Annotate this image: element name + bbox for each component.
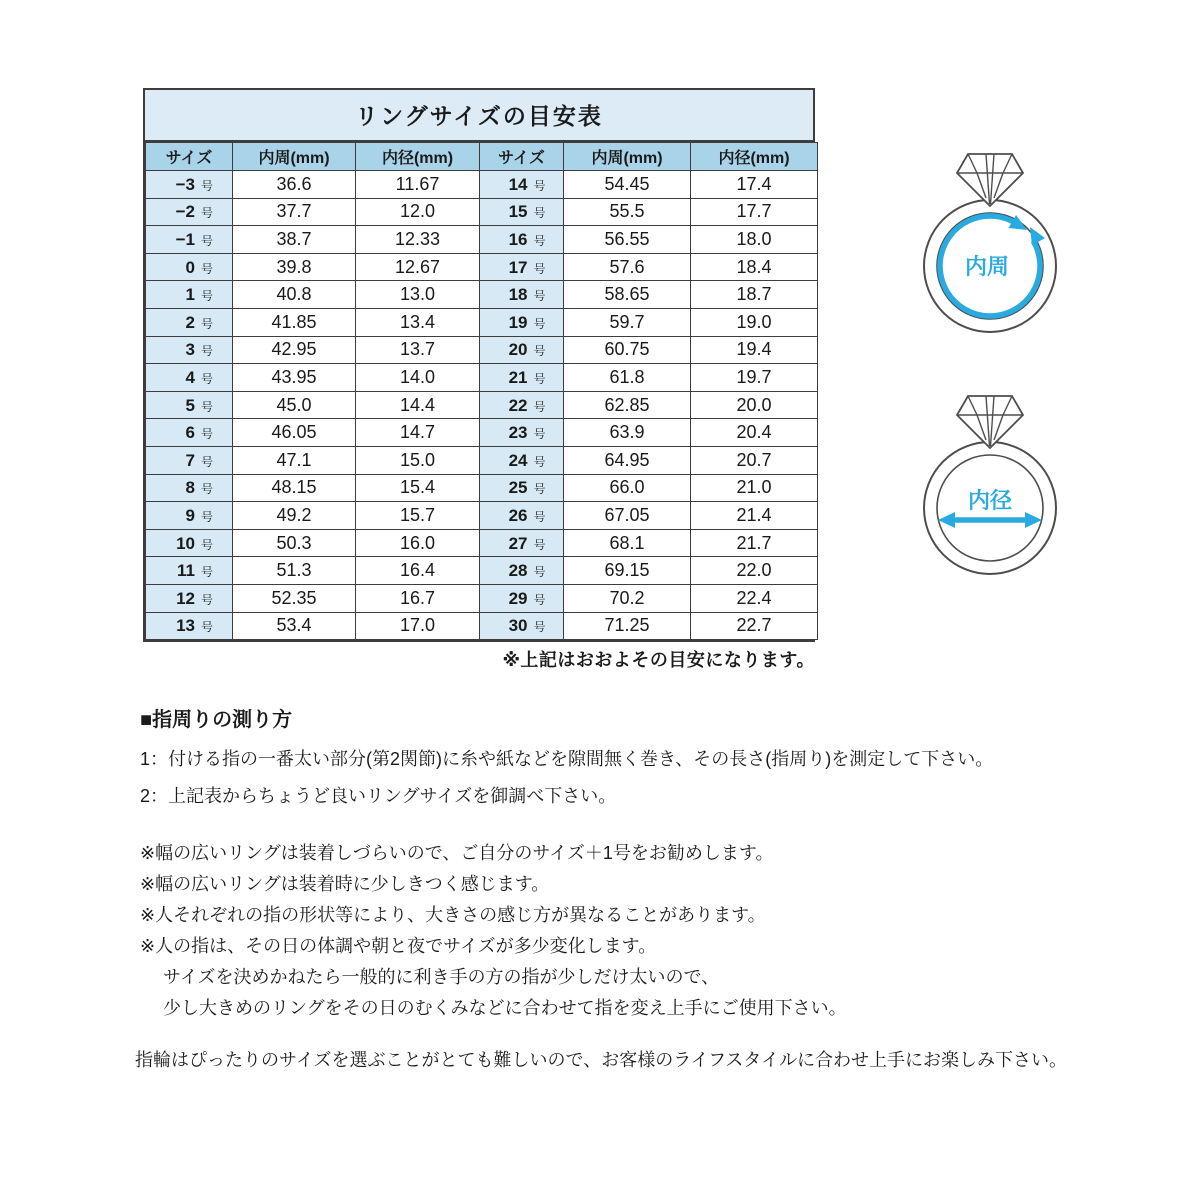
inner-diameter-value: 12.33: [356, 226, 480, 254]
size-cell: 18 号: [480, 281, 564, 309]
inner-diameter-value: 18.7: [691, 281, 818, 309]
size-cell: 28 号: [480, 557, 564, 585]
table-row: [146, 612, 818, 640]
inner-diameter-value: 19.7: [691, 364, 818, 392]
size-cell: 13 号: [146, 612, 233, 640]
table-row: [146, 171, 818, 199]
inner-diameter-value: 13.7: [356, 336, 480, 364]
inner-diameter-value: 14.7: [356, 419, 480, 447]
column-header: 内周(mm): [564, 143, 691, 171]
inner-circumference-label: 内周: [964, 254, 1010, 279]
inner-diameter-value: 14.4: [356, 391, 480, 419]
size-cell: 30 号: [480, 612, 564, 640]
table-row: [146, 391, 818, 419]
inner-circumference-value: 60.75: [564, 336, 691, 364]
table-row: [146, 336, 818, 364]
inner-diameter-value: 22.7: [691, 612, 818, 640]
note-finger-shape: ※人それぞれの指の形状等により、大きさの感じ方が異なることがあります。: [140, 905, 766, 925]
inner-diameter-value: 12.0: [356, 198, 480, 226]
table-row: [146, 446, 818, 474]
inner-circumference-value: 69.15: [564, 557, 691, 585]
note-size-changes: ※人の指は、その日の体調や朝と夜でサイズが多少変化します。: [140, 936, 657, 956]
size-cell: 4 号: [146, 364, 233, 392]
table-row: [146, 364, 818, 392]
inner-circumference-value: 46.05: [233, 419, 356, 447]
inner-circumference-value: 62.85: [564, 391, 691, 419]
inner-circumference-diagram: [915, 126, 1065, 341]
ring-size-grid: [145, 142, 818, 640]
inner-diameter-value: 16.4: [356, 557, 480, 585]
inner-circumference-value: 41.85: [233, 308, 356, 336]
size-cell: 9 号: [146, 502, 233, 530]
inner-circumference-value: 39.8: [233, 253, 356, 281]
inner-diameter-value: 14.0: [356, 364, 480, 392]
diamond-icon: [957, 154, 1023, 206]
size-cell: 1 号: [146, 281, 233, 309]
table-row: [146, 419, 818, 447]
inner-diameter-value: 15.0: [356, 446, 480, 474]
inner-diameter-value: 12.67: [356, 253, 480, 281]
inner-diameter-value: 13.0: [356, 281, 480, 309]
inner-circumference-value: 37.7: [233, 198, 356, 226]
table-row: [146, 308, 818, 336]
size-cell: 20 号: [480, 336, 564, 364]
inner-diameter-value: 16.7: [356, 584, 480, 612]
inner-diameter-value: 18.4: [691, 253, 818, 281]
note-wide-ring-tight: ※幅の広いリングは装着時に少しきつく感じます。: [140, 874, 550, 894]
size-cell: 23 号: [480, 419, 564, 447]
inner-circumference-value: 40.8: [233, 281, 356, 309]
size-cell: 26 号: [480, 502, 564, 530]
size-cell: 29 号: [480, 584, 564, 612]
size-cell: 2 号: [146, 308, 233, 336]
size-cell: 27 号: [480, 529, 564, 557]
size-cell: 25 号: [480, 474, 564, 502]
measuring-step-1: 1：付ける指の一番太い部分(第2関節)に糸や紙などを隙間無く巻き、その長さ(指周り)を測定して下さい。: [140, 749, 994, 769]
inner-diameter-value: 18.0: [691, 226, 818, 254]
column-header: サイズ: [146, 143, 233, 171]
table-row: [146, 584, 818, 612]
inner-circumference-value: 45.0: [233, 391, 356, 419]
inner-circumference-value: 68.1: [564, 529, 691, 557]
table-title: リングサイズの目安表: [145, 90, 813, 142]
inner-diameter-value: 19.0: [691, 308, 818, 336]
inner-circumference-value: 67.05: [564, 502, 691, 530]
inner-diameter-value: 21.4: [691, 502, 818, 530]
inner-circumference-value: 47.1: [233, 446, 356, 474]
size-cell: 19 号: [480, 308, 564, 336]
inner-diameter-diagram: [915, 368, 1065, 583]
inner-circumference-value: 70.2: [564, 584, 691, 612]
inner-diameter-value: 17.7: [691, 198, 818, 226]
inner-diameter-value: 20.7: [691, 446, 818, 474]
size-cell: 10 号: [146, 529, 233, 557]
table-row: [146, 474, 818, 502]
size-cell: −1 号: [146, 226, 233, 254]
table-row: [146, 529, 818, 557]
inner-diameter-value: 13.4: [356, 308, 480, 336]
inner-diameter-value: 21.0: [691, 474, 818, 502]
inner-circumference-value: 61.8: [564, 364, 691, 392]
inner-diameter-value: 19.4: [691, 336, 818, 364]
table-row: [146, 502, 818, 530]
inner-circumference-value: 48.15: [233, 474, 356, 502]
inner-circumference-value: 56.55: [564, 226, 691, 254]
size-cell: 14 号: [480, 171, 564, 199]
inner-circumference-value: 42.95: [233, 336, 356, 364]
inner-circumference-value: 36.6: [233, 171, 356, 199]
note-larger-ring: 少し大きめのリングをその日のむくみなどに合わせて指を変え上手にご使用下さい。: [163, 998, 847, 1018]
size-cell: 0 号: [146, 253, 233, 281]
inner-circumference-value: 57.6: [564, 253, 691, 281]
inner-circumference-value: 38.7: [233, 226, 356, 254]
size-cell: −3 号: [146, 171, 233, 199]
table-row: [146, 253, 818, 281]
inner-circumference-value: 49.2: [233, 502, 356, 530]
ring-size-table: [143, 88, 815, 642]
size-cell: 12 号: [146, 584, 233, 612]
inner-diameter-value: 16.0: [356, 529, 480, 557]
size-cell: 6 号: [146, 419, 233, 447]
inner-circumference-value: 50.3: [233, 529, 356, 557]
table-row: [146, 557, 818, 585]
table-footnote: ※上記はおおよその目安になります。: [502, 650, 815, 670]
size-cell: 5 号: [146, 391, 233, 419]
size-cell: 11 号: [146, 557, 233, 585]
size-cell: 15 号: [480, 198, 564, 226]
inner-circumference-value: 71.25: [564, 612, 691, 640]
size-cell: 21 号: [480, 364, 564, 392]
notes-block: [140, 844, 1160, 1017]
inner-circumference-value: 51.3: [233, 557, 356, 585]
size-cell: 7 号: [146, 446, 233, 474]
inner-circumference-value: 54.45: [564, 171, 691, 199]
inner-circumference-value: 59.7: [564, 308, 691, 336]
table-row: [146, 281, 818, 309]
inner-diameter-value: 22.4: [691, 584, 818, 612]
table-row: [146, 198, 818, 226]
size-cell: 24 号: [480, 446, 564, 474]
size-cell: 3 号: [146, 336, 233, 364]
measuring-heading: ■指周りの測り方: [140, 709, 293, 731]
diamond-icon: [957, 396, 1023, 448]
table-header-row: [146, 143, 818, 171]
closing-note: 指輪はぴったりのサイズを選ぶことがとても難しいので、お客様のライフスタイルに合わせ上手にお楽しみ下さい。: [135, 1050, 1068, 1070]
column-header: サイズ: [480, 143, 564, 171]
inner-circumference-value: 52.35: [233, 584, 356, 612]
inner-circumference-value: 66.0: [564, 474, 691, 502]
column-header: 内径(mm): [691, 143, 818, 171]
inner-diameter-value: 21.7: [691, 529, 818, 557]
size-cell: 16 号: [480, 226, 564, 254]
inner-diameter-value: 22.0: [691, 557, 818, 585]
inner-diameter-value: 20.0: [691, 391, 818, 419]
measuring-step-2: 2：上記表からちょうど良いリングサイズを御調べ下さい。: [140, 786, 617, 806]
table-row: [146, 226, 818, 254]
inner-diameter-value: 17.4: [691, 171, 818, 199]
inner-circumference-value: 55.5: [564, 198, 691, 226]
note-dominant-hand: サイズを決めかねたら一般的に利き手の方の指が少しだけ太いので、: [163, 967, 720, 987]
inner-circumference-value: 53.4: [233, 612, 356, 640]
inner-diameter-value: 15.4: [356, 474, 480, 502]
inner-diameter-value: 17.0: [356, 612, 480, 640]
inner-diameter-label: 内径: [967, 488, 1013, 513]
ring-size-table-body: [146, 171, 818, 640]
inner-diameter-value: 15.7: [356, 502, 480, 530]
size-cell: 8 号: [146, 474, 233, 502]
size-cell: −2 号: [146, 198, 233, 226]
inner-circumference-value: 58.65: [564, 281, 691, 309]
inner-diameter-value: 11.67: [356, 171, 480, 199]
note-wide-ring-recommend: ※幅の広いリングは装着しづらいので、ご自分のサイズ＋1号をお勧めします。: [140, 843, 774, 863]
column-header: 内径(mm): [356, 143, 480, 171]
inner-diameter-value: 20.4: [691, 419, 818, 447]
column-header: 内周(mm): [233, 143, 356, 171]
measuring-section: [135, 709, 1160, 1070]
size-cell: 17 号: [480, 253, 564, 281]
size-cell: 22 号: [480, 391, 564, 419]
inner-circumference-value: 63.9: [564, 419, 691, 447]
inner-circumference-value: 64.95: [564, 446, 691, 474]
inner-circumference-value: 43.95: [233, 364, 356, 392]
